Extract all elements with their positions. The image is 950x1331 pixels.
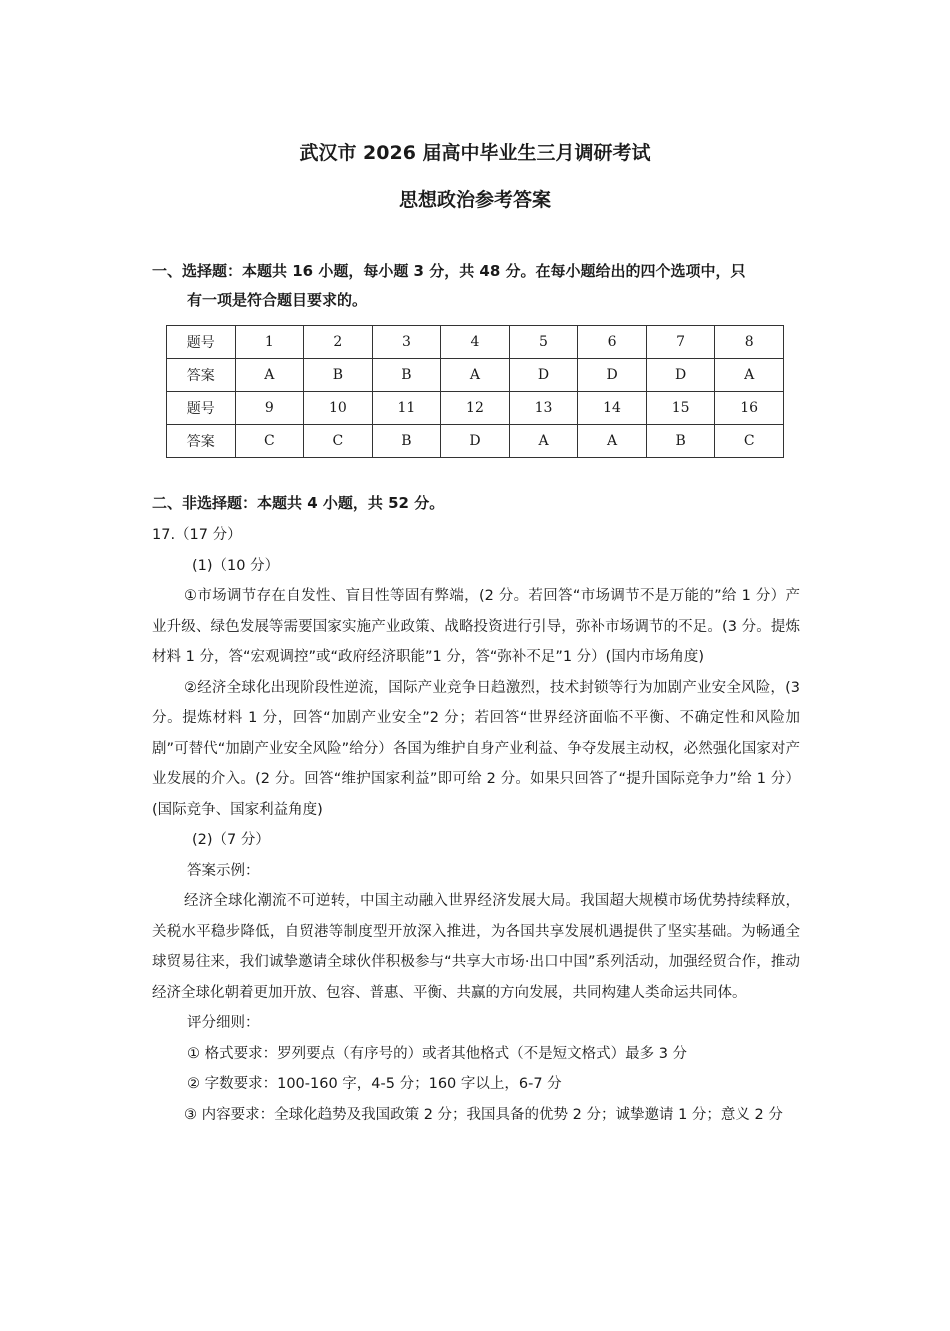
table-cell: 8 (715, 326, 784, 359)
table-cell: 13 (509, 392, 578, 425)
table-cell: B (372, 359, 441, 392)
table-cell: D (509, 359, 578, 392)
section2-heading: 二、非选择题：本题共 4 小题，共 52 分。 (152, 494, 445, 512)
table-cell: D (441, 425, 510, 458)
document-subtitle: 思想政治参考答案 (398, 189, 551, 211)
table-cell: C (715, 425, 784, 458)
table-cell: 7 (646, 326, 715, 359)
table-cell: A (715, 359, 784, 392)
example-text: 经济全球化潮流不可逆转，中国主动融入世界经济发展大局。我国超大规模市场优势持续释放，关税水平稳步降低，自贸港等制度型开放深入推进，为各国共享发展机遇提供了坚实基础。为畅通全球贸易往来，我们诚挚邀请全球伙伴积极参与“共享大市场·出口中国”系列活动，加强经贸合作，推动经济全球化朝着更加开放、包容、普惠、平衡、共赢的方向发展，共同构建人类命运共同体。 (152, 893, 800, 1001)
table-row (167, 359, 784, 392)
table-cell: 2 (304, 326, 373, 359)
table-cell: A (441, 359, 510, 392)
rubric-item-1: ① 格式要求：罗列要点（有序号的）或者其他格式（不是短文格式）最多 3 分 (187, 1045, 688, 1062)
row-label: 题号 (167, 392, 236, 425)
table-cell: C (304, 425, 373, 458)
q17-part2-header: (2)（7 分） (192, 832, 270, 848)
table-cell: 1 (235, 326, 304, 359)
rubric-item-2: ② 字数要求：100-160 字，4-5 分；160 字以上，6-7 分 (187, 1076, 562, 1092)
table-cell: 11 (372, 392, 441, 425)
answer-table (166, 325, 784, 458)
table-row (167, 326, 784, 359)
table-cell: B (304, 359, 373, 392)
rubric-label: 评分细则： (187, 1015, 260, 1031)
table-cell: 6 (578, 326, 647, 359)
question-17 (152, 520, 800, 1130)
table-cell: 14 (578, 392, 647, 425)
table-cell: C (235, 425, 304, 458)
section1-line2: 有一项是符合题目要求的。 (187, 291, 368, 309)
q17-header: 17.（17 分） (152, 527, 242, 543)
table-cell: 15 (646, 392, 715, 425)
q17-part1-header: (1)（10 分） (192, 557, 280, 574)
rubric-item-3: ③ 内容要求：全球化趋势及我国政策 2 分；我国具备的优势 2 分；诚挚邀请 1 分；意义 2 分 (184, 1106, 783, 1123)
table-cell: A (509, 425, 578, 458)
table-row (167, 392, 784, 425)
table-cell: 3 (372, 326, 441, 359)
q17-part1-point1: ①市场调节存在自发性、盲目性等固有弊端，(2 分。若回答“市场调节不是万能的”给 1 分）产业升级、绿色发展等需要国家实施产业政策、战略投资进行引导，弥补市场调节的不足。(3 分。提炼材料 1 分，答“宏观调控”或“政府经济职能”1 分，答“弥补不足”1 分）(国内市场角度) (152, 588, 800, 665)
table-cell: D (578, 359, 647, 392)
table-cell: B (646, 425, 715, 458)
document-title: 武汉市 2026 届高中毕业生三月调研考试 (299, 142, 651, 164)
table-cell: D (646, 359, 715, 392)
table-row (167, 425, 784, 458)
table-cell: 9 (235, 392, 304, 425)
table-cell: 10 (304, 392, 373, 425)
row-label: 题号 (167, 326, 236, 359)
table-cell: B (372, 425, 441, 458)
table-cell: 16 (715, 392, 784, 425)
row-label: 答案 (167, 359, 236, 392)
table-cell: 5 (509, 326, 578, 359)
section1-line1: 一、选择题：本题共 16 小题，每小题 3 分，共 48 分。在每小题给出的四个选项中，只 (152, 262, 746, 280)
table-cell: A (235, 359, 304, 392)
table-cell: 4 (441, 326, 510, 359)
table-cell: A (578, 425, 647, 458)
q17-part1-point2: ②经济全球化出现阶段性逆流，国际产业竞争日趋激烈，技术封锁等行为加剧产业安全风险，(3 分。提炼材料 1 分，回答“加剧产业安全”2 分；若回答“世界经济面临不平衡、不确定性和风险加剧”可替代“加剧产业安全风险”给分）各国为维护自身产业利益、争夺发展主动权，必然强化国家对产业发展的介入。(2 分。回答“维护国家利益”即可给 2 分。如果只回答了“提升国际竞争力”给 1 分）(国际竞争、国家利益角度) (152, 679, 800, 818)
table-cell: 12 (441, 392, 510, 425)
section1-instructions (152, 257, 802, 315)
example-label: 答案示例： (187, 862, 260, 879)
row-label: 答案 (167, 425, 236, 458)
